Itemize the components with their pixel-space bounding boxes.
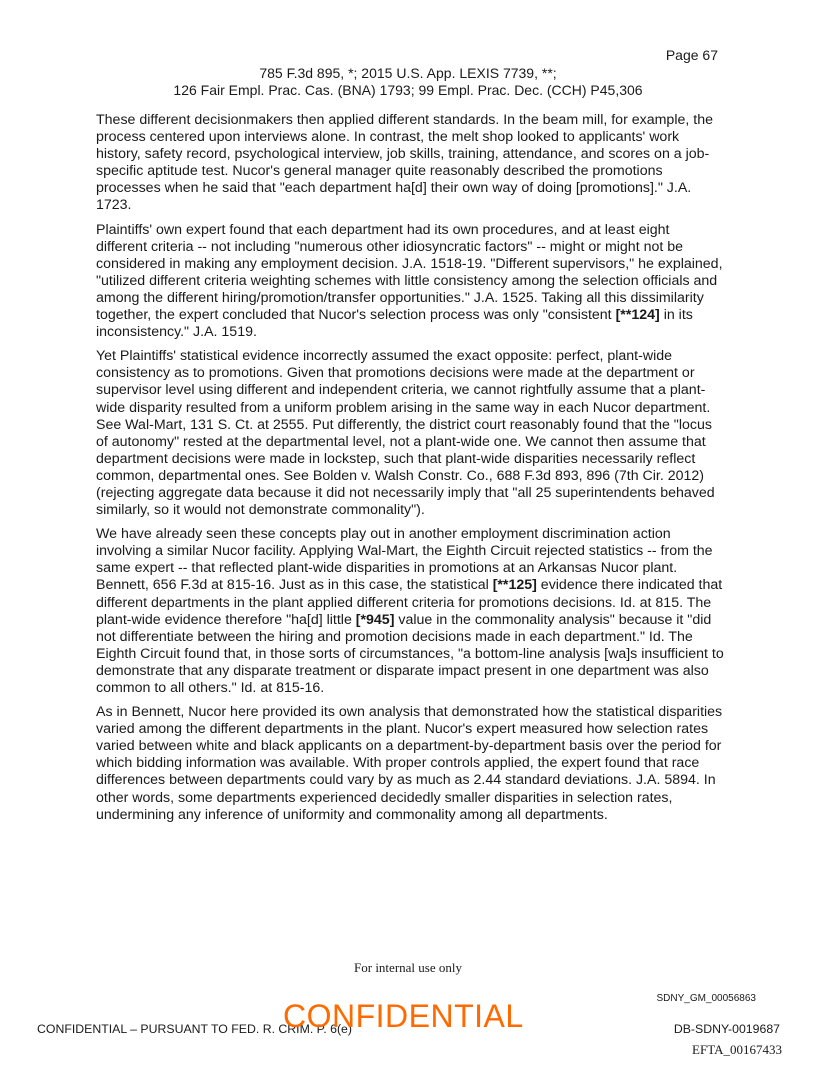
efta-bates: EFTA_00167433 — [692, 1042, 782, 1057]
paragraph-4-text-a: We have already seen these concepts play out in another employment discrimination action involving a similar Nucor facility. Applying Wal-Mart, the Eighth Circuit rejected statistics -- from the same expert -- that reflected plant-wide disparities in promotions at an Arkansas Nucor plant. Bennett, 656 F.3d at 815-16. Just as in this case, the statistical — [96, 526, 713, 594]
paragraph-5: As in Bennett, Nucor here provided its own analysis that demonstrated how the statistical disparities varied among the different departments in the plant. Nucor's expert measured how selection rates varied between white and black applicants on a department-by-department basis over the period for which bidding information was available. With proper controls applied, the expert found that race differences between departments could vary by as much as 2.44 standard deviations. J.A. 5894. In other words, some departments experienced decidedly smaller disparities in selection rates, undermining any inference of uniformity and commonality among all departments. — [96, 704, 723, 823]
internal-use-note: For internal use only — [354, 960, 462, 975]
paragraph-2-text-b: in its inconsistency." J.A. 1519. — [96, 307, 693, 341]
case-citation — [0, 65, 816, 99]
citation-line-1: 785 F.3d 895, *; 2015 U.S. App. LEXIS 7739, **; — [259, 65, 557, 81]
confidential-stamp: CONFIDENTIAL — [283, 998, 524, 1034]
paragraph-2-text-a: Plaintiffs' own expert found that each department had its own procedures, and at least eight different criteria -- not including "numerous other idiosyncratic factors" -- might or might not be considered in making any employment decision. J.A. 1518-19. "Different supervisors," he explained, "utilized different criteria weighting schemes with little consistency among the selection officials and among the different hiring/promotion/transfer opportunities." J.A. 1525. Taking all this dissimilarity together, the expert concluded that Nucor's selection process was only "consistent — [96, 221, 723, 324]
page-marker-124: [**124] — [615, 307, 660, 324]
page-marker-125: [**125] — [492, 577, 537, 594]
paragraph-1: These different decisionmakers then applied different standards. In the beam mill, for example, the process centered upon interviews alone. In contrast, the melt shop looked to applicants' work history, safety record, psychological interview, job skills, training, attendance, and scores on a job-specific aptitude test. Nucor's general manager quite reasonably described the promotions processes when he said that "each department ha[d] their own way of doing [promotions]." J.A. 1723. — [96, 112, 713, 214]
confidentiality-notice: CONFIDENTIAL – PURSUANT TO FED. R. CRIM. P. 6(e) — [37, 1022, 352, 1036]
citation-line-2: 126 Fair Empl. Prac. Cas. (BNA) 1793; 99 Empl. Prac. Dec. (CCH) P45,306 — [173, 82, 643, 98]
opinion-body — [96, 112, 724, 831]
sdny-gm-bates: SDNY_GM_00056863 — [656, 993, 756, 1004]
paragraph-4 — [96, 526, 724, 697]
page-number: Page 67 — [665, 47, 718, 63]
paragraph-4-text-c: value in the commonality analysis" because it "did not differentiate between the hiring and promotion decisions made in each department." Id. The Eighth Circuit found that, in those sorts of circumstances, "a bottom-line analysis [wa]s insufficient to demonstrate that any disparate treatment or disparate impact present in one department was also common to all others." Id. at 815-16. — [96, 611, 724, 696]
page-marker-945: [*945] — [355, 611, 395, 628]
db-sdny-bates: DB-SDNY-0019687 — [673, 1022, 780, 1036]
paragraph-3: Yet Plaintiffs' statistical evidence incorrectly assumed the exact opposite: perfect, plant-wide consistency as to promotions. Given that promotions decisions were made at the department or supervisor level using different and independent criteria, we cannot rightfully assume that a plant-wide disparity resulted from a uniform problem arising in the same way in each Nucor department. See Wal-Mart, 131 S. Ct. at 2555. Put differently, the district court reasonably found that the "locus of autonomy" rested at the departmental level, not a plant-wide one. We cannot then assume that department decisions were made in lockstep, such that plant-wide disparities necessarily reflect common, departmental ones. See Bolden v. Walsh Constr. Co., 688 F.3d 893, 896 (7th Cir. 2012) (rejecting aggregate data because it did not necessarily imply that "all 25 superintendents behaved similarly, so it would not demonstrate commonality"). — [96, 348, 715, 519]
paragraph-2 — [96, 222, 724, 342]
paragraph-4-text-b: evidence there indicated that different departments in the plant applied different criteria for promotions decisions. Id. at 815. The plant-wide evidence therefore "ha[d] little — [96, 577, 723, 628]
